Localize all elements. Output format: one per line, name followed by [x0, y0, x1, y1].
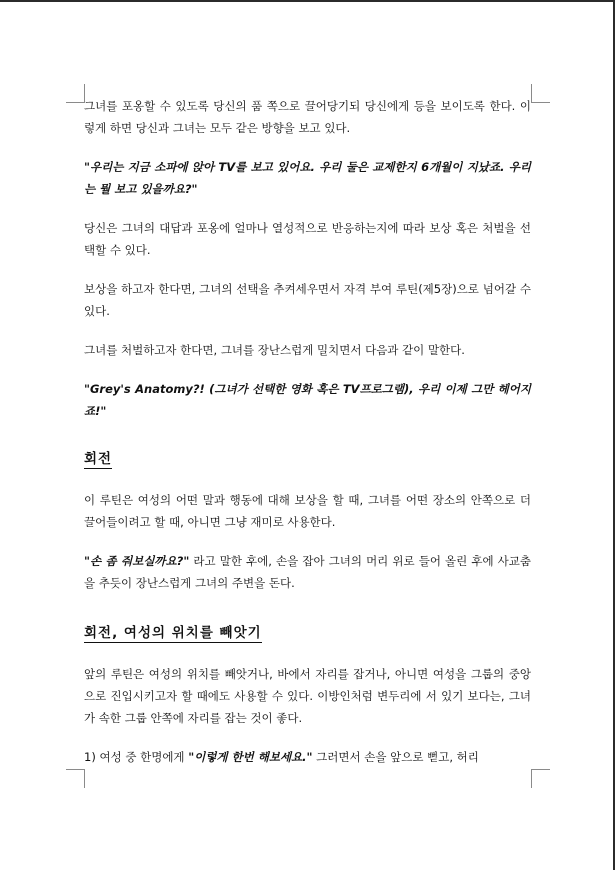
paragraph: 그녀를 처벌하고자 한다면, 그녀를 장난스럽게 밀치면서 다음과 같이 말한다.	[84, 343, 465, 357]
paragraph-with-quote	[84, 746, 531, 768]
paragraph-text: 1) 여성 중 한명에게	[84, 750, 189, 764]
crop-mark-top-left	[66, 84, 85, 103]
crop-mark-bottom-left	[66, 769, 85, 788]
paragraph: 당신은 그녀의 대답과 포옹에 얼마나 열성적으로 반응하는지에 따라 보상 혹은 처벌을 선택할 수 있다.	[84, 221, 531, 257]
section-heading: 회전	[84, 451, 113, 467]
page-top-border	[0, 0, 615, 2]
crop-mark-top-right	[531, 84, 550, 103]
paragraph: 보상을 하고자 한다면, 그녀의 선택을 추켜세우면서 자격 부여 루틴(제5장)으로 넘어갈 수 있다.	[84, 282, 531, 318]
paragraph: 앞의 루틴은 여성의 위치를 빼앗거나, 바에서 자리를 잡거나, 아니면 여성을 그룹의 중앙으로 진입시키고자 할 때에도 사용할 수 있다. 이방인처럼 변두리에 서 있기 보다는, 그녀가 속한 그룹 안쪽에 자리를 잡는 것이 좋다.	[84, 667, 531, 725]
paragraph-text: 그러면서 손을 앞으로 뻗고, 허리	[312, 750, 479, 764]
crop-mark-bottom-right	[531, 769, 550, 788]
quote-paragraph: "우리는 지금 소파에 앉아 TV를 보고 있어요. 우리 둘은 교제한지 6개월이 지났죠. 우리는 뭘 보고 있을까요?"	[84, 160, 531, 196]
quote-paragraph: "Grey's Anatomy?! (그녀가 선택한 영화 혹은 TV프로그램), 우리 이제 그만 헤어지죠!"	[84, 382, 531, 418]
paragraph-with-quote	[84, 550, 531, 594]
paragraph-text: 라고 말한 후에, 손을 잡아 그녀의 머리 위로 들어 올린 후에 사교춤을 추듯이 장난스럽게 그녀의 주변을 돈다.	[84, 554, 531, 590]
document-body	[84, 95, 531, 785]
paragraph: 이 루틴은 여성의 어떤 말과 행동에 대해 보상을 할 때, 그녀를 어떤 장소의 안쪽으로 더 끌어들이려고 할 때, 아니면 그냥 재미로 사용한다.	[84, 493, 531, 529]
section-heading-wrap	[84, 448, 531, 483]
inline-quote: "이렇게 한번 해보세요."	[188, 750, 313, 764]
section-heading: 회전, 여성의 위치를 빼앗기	[84, 625, 262, 641]
inline-quote: "손 좀 줘보실까요?"	[84, 554, 190, 568]
section-heading-wrap	[84, 622, 531, 657]
paragraph: 그녀를 포옹할 수 있도록 당신의 품 쪽으로 끌어당기되 당신에게 등을 보이도록 한다. 이렇게 하면 당신과 그녀는 모두 같은 방향을 보고 있다.	[84, 99, 531, 135]
